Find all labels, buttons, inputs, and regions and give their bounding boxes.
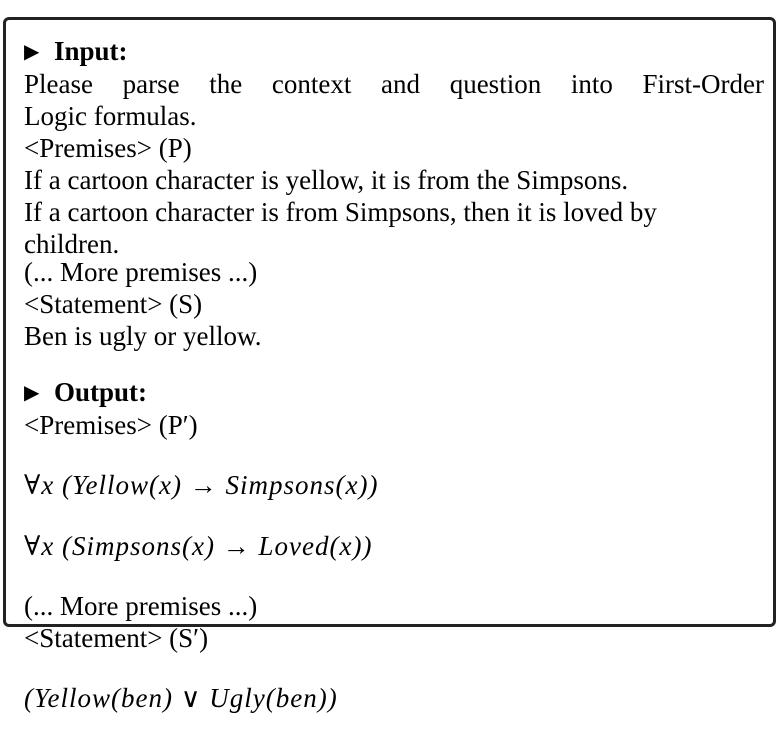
output-statement-label: <Statement> (S′)	[24, 623, 209, 653]
input-heading-row	[24, 35, 764, 68]
input-heading: Input:	[54, 36, 128, 66]
input-more-premises: (... More premises ...)	[24, 257, 258, 287]
prompt-example-box	[3, 17, 776, 713]
input-statement: Ben is ugly or yellow.	[24, 321, 262, 351]
output-premises-label: <Premises> (P′)	[24, 410, 198, 440]
instruction-line-2: Logic formulas.	[24, 101, 197, 131]
instruction-line-1: Please parse the context and question into First-Order	[24, 69, 764, 99]
triangle-right-icon: ▶	[24, 41, 40, 63]
fol-statement-formula: (Yellow(ben) ∨ Ugly(ben))	[24, 683, 338, 713]
triangle-right-icon: ▶	[24, 382, 40, 404]
input-statement-label: <Statement> (S)	[24, 289, 203, 319]
output-heading: Output:	[54, 377, 148, 407]
section-spacer	[24, 352, 764, 376]
fol-formula-1: ∀x (Yellow(x) → Simpsons(x))	[24, 470, 379, 500]
prompt-example-content	[24, 35, 764, 742]
input-premises-label: <Premises> (P)	[24, 133, 192, 163]
premise-2-line-1: If a cartoon character is from Simpsons, then it is loved by	[24, 197, 657, 227]
output-heading-row	[24, 376, 764, 409]
premise-1: If a cartoon character is yellow, it is from the Simpsons.	[24, 165, 629, 195]
premise-2-line-2: children.	[24, 229, 120, 259]
fol-formula-2: ∀x (Simpsons(x) → Loved(x))	[24, 531, 373, 561]
output-more-premises: (... More premises ...)	[24, 591, 258, 621]
